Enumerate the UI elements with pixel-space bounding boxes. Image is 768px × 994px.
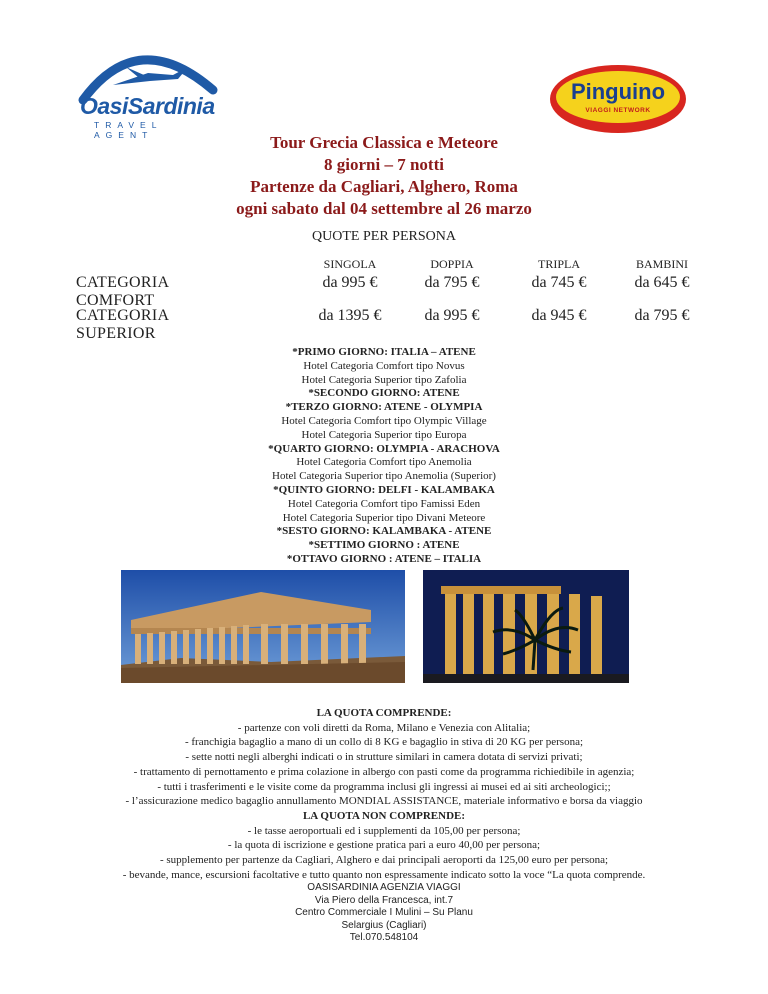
itinerary-day: *TERZO GIORNO: ATENE - OLYMPIA: [285, 401, 483, 414]
tour-title: [0, 132, 768, 220]
includes-item: - l’assicurazione medico bagaglio annullamento MONDIAL ASSISTANCE, materiale informativo e borsa da viaggio: [125, 795, 643, 808]
price-superior-doppia: da 995 €: [424, 307, 480, 324]
excludes-item: - le tasse aeroportuali ed i supplementi da 105,00 per persona;: [247, 824, 521, 837]
price-comfort-bambini: da 645 €: [634, 274, 690, 291]
itinerary-day: *QUINTO GIORNO: DELFI - KALAMBAKA: [273, 483, 495, 496]
agency-name: OASISARDINIA AGENZIA VIAGGI: [307, 882, 461, 893]
price-comfort-singola: da 995 €: [322, 274, 378, 291]
parthenon-photo: [121, 570, 405, 683]
agency-mall: Centro Commerciale I Mulini – Su Planu: [295, 907, 473, 918]
itinerary-day: *OTTAVO GIORNO : ATENE – ITALIA: [286, 552, 482, 565]
title-line-3: Partenze da Cagliari, Alghero, Roma: [250, 177, 518, 196]
excludes-heading: LA QUOTA NON COMPRENDE:: [302, 809, 466, 822]
itinerary-day: *QUARTO GIORNO: OLYMPIA - ARACHOVA: [268, 442, 500, 455]
includes-item: - partenze con voli diretti da Roma, Milano e Venezia con Alitalia;: [237, 721, 531, 734]
includes-heading: LA QUOTA COMPRENDE:: [316, 707, 452, 719]
price-superior-bambini: da 795 €: [634, 307, 690, 324]
price-superior-singola: da 1395 €: [318, 307, 382, 324]
quote-heading: QUOTE PER PERSONA: [312, 229, 456, 244]
excludes-item: - bevande, mance, escursioni facoltative e tutto quanto non espressamente indicato sotto la voce “La quota comprende.: [122, 868, 646, 881]
excludes-item: - la quota di iscrizione e gestione pratica pari a euro 40,00 per persona;: [227, 839, 541, 852]
itinerary-hotel: Hotel Categoria Comfort tipo Anemolia: [296, 456, 472, 469]
quota-details: [0, 706, 768, 882]
itinerary-hotel: Hotel Categoria Superior tipo Europa: [301, 428, 467, 441]
includes-item: - trattamento di pernottamento e prima colazione in albergo con pasti come da programma richiedibile in agenzia;: [133, 765, 635, 778]
itinerary-day: *SETTIMO GIORNO : ATENE: [308, 539, 460, 552]
column-header-tripla: TRIPLA: [538, 257, 580, 271]
price-comfort-doppia: da 795 €: [424, 274, 480, 291]
oasi-tagline: TRAVEL AGENT: [94, 120, 163, 140]
includes-item: - franchigia bagaglio a mano di un collo di 8 KG e bagaglio in stiva di 20 KG per persona;: [184, 736, 584, 749]
pinguino-brand-text: Pinguino: [570, 79, 666, 104]
column-header-doppia: DOPPIA: [430, 257, 474, 271]
title-line-1: Tour Grecia Classica e Meteore: [270, 133, 498, 152]
itinerary-hotel: Hotel Categoria Superior tipo Divani Meteore: [282, 511, 486, 524]
price-comfort-tripla: da 745 €: [531, 274, 587, 291]
agency-footer: [0, 882, 768, 945]
pinguino-logo: [548, 63, 688, 135]
category-superior: CATEGORIA SUPERIOR: [76, 307, 169, 342]
itinerary-day: *SESTO GIORNO: KALAMBAKA - ATENE: [276, 525, 492, 538]
column-header-singola: SINGOLA: [323, 257, 377, 271]
itinerary-hotel: Hotel Categoria Comfort tipo Novus: [303, 359, 465, 372]
includes-item: - tutti i trasferimenti e le visite come da programma inclusi gli ingressi ai musei ed ai siti archeologici;;: [157, 780, 611, 793]
oasi-brand-text: OasiSardinia: [80, 93, 215, 119]
itinerary-hotel: Hotel Categoria Superior tipo Anemolia (Superior): [272, 470, 496, 483]
itinerary: [0, 346, 768, 567]
includes-item: - sette notti negli alberghi indicati o in strutture similari in camera dotata di servizi privati;: [185, 751, 583, 764]
title-line-2: 8 giorni – 7 notti: [324, 155, 444, 174]
agency-address: Via Piero della Francesca, int.7: [314, 894, 454, 906]
itinerary-hotel: Hotel Categoria Comfort tipo Famissi Eden: [287, 497, 481, 510]
title-line-4: ogni sabato dal 04 settembre al 26 marzo: [236, 199, 532, 218]
excludes-item: - supplemento per partenze da Cagliari, Alghero e dai principali aeroporti da 125,00 euro per persona;: [159, 854, 609, 867]
category-comfort: CATEGORIA COMFORT: [76, 274, 169, 309]
itinerary-hotel: Hotel Categoria Superior tipo Zafolia: [301, 373, 467, 386]
agency-city: Selargius (Cagliari): [341, 919, 427, 931]
temple-zeus-photo: [423, 570, 629, 683]
pinguino-tagline: VIAGGI NETWORK: [585, 107, 651, 114]
itinerary-hotel: Hotel Categoria Comfort tipo Olympic Village: [281, 414, 487, 427]
itinerary-day: *SECONDO GIORNO: ATENE: [308, 387, 460, 400]
price-superior-tripla: da 945 €: [531, 307, 587, 324]
oasisardinia-logo: [78, 45, 218, 140]
itinerary-day: *PRIMO GIORNO: ITALIA – ATENE: [292, 346, 476, 358]
agency-phone: Tel.070.548104: [349, 932, 419, 943]
column-header-bambini: BAMBINI: [635, 257, 688, 271]
